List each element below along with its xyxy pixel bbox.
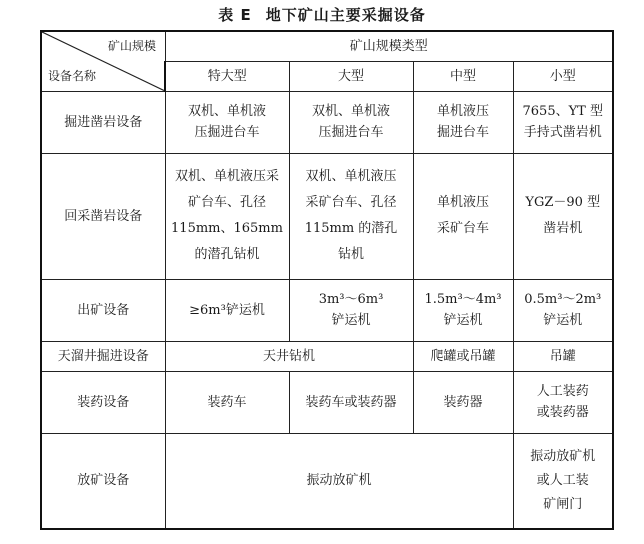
table-cell: 振动放矿机 — [165, 433, 513, 529]
scale-type-header: 矿山规模类型 — [165, 31, 613, 61]
table-cell: 1.5m³～4m³ 铲运机 — [413, 279, 513, 341]
equipment-table — [40, 30, 614, 530]
table-row — [41, 371, 613, 433]
table-row — [41, 91, 613, 153]
table-cell: 双机、单机液 压掘进台车 — [289, 91, 413, 153]
table-cell: 3m³～6m³ 铲运机 — [289, 279, 413, 341]
row-name-charging: 装药设备 — [41, 371, 165, 433]
table-cell: 吊罐 — [513, 341, 613, 371]
row-name-stoping-drilling: 回采凿岩设备 — [41, 153, 165, 279]
table-cell: 单机液压 采矿台车 — [413, 153, 513, 279]
column-header-extra-large: 特大型 — [165, 61, 289, 91]
diagonal-top-label: 矿山规模 — [107, 39, 156, 53]
table-cell: 7655、YT 型 手持式凿岩机 — [513, 91, 613, 153]
table-cell: 0.5m³～2m³ 铲运机 — [513, 279, 613, 341]
table-cell: 天井钻机 — [165, 341, 413, 371]
header-row-1 — [41, 31, 613, 61]
table-row — [41, 153, 613, 279]
table-cell: 装药车 — [165, 371, 289, 433]
table-cell: 振动放矿机 或人工装 矿闸门 — [513, 433, 613, 529]
row-name-ore-removal: 出矿设备 — [41, 279, 165, 341]
row-name-raise-excavation: 天溜井掘进设备 — [41, 341, 165, 371]
table-cell: 双机、单机液压 采矿台车、孔径 115mm 的潜孔 钻机 — [289, 153, 413, 279]
diagonal-header-cell — [41, 31, 165, 91]
table-cell: ≥6m³铲运机 — [165, 279, 289, 341]
column-header-small: 小型 — [513, 61, 613, 91]
table-cell: 人工装药 或装药器 — [513, 371, 613, 433]
diagonal-bottom-label: 设备名称 — [48, 68, 97, 83]
table-cell: 单机液压 掘进台车 — [413, 91, 513, 153]
table-row — [41, 279, 613, 341]
table-title — [0, 4, 644, 25]
column-header-medium: 中型 — [413, 61, 513, 91]
row-name-heading-drilling: 掘进凿岩设备 — [41, 91, 165, 153]
table-cell: 双机、单机液 压掘进台车 — [165, 91, 289, 153]
row-name-ore-drawing: 放矿设备 — [41, 433, 165, 529]
table-cell: 双机、单机液压采 矿台车、孔径 115mm、165mm 的潜孔钻机 — [165, 153, 289, 279]
table-caption: 地下矿山主要采掘设备 — [265, 6, 426, 24]
table-cell: 装药器 — [413, 371, 513, 433]
table-cell: 装药车或装药器 — [289, 371, 413, 433]
table-row — [41, 433, 613, 529]
table-code: 表 E — [218, 6, 252, 24]
table-cell: YGZ－90 型 凿岩机 — [513, 153, 613, 279]
column-header-large: 大型 — [289, 61, 413, 91]
table-cell: 爬罐或吊罐 — [413, 341, 513, 371]
table-row — [41, 341, 613, 371]
